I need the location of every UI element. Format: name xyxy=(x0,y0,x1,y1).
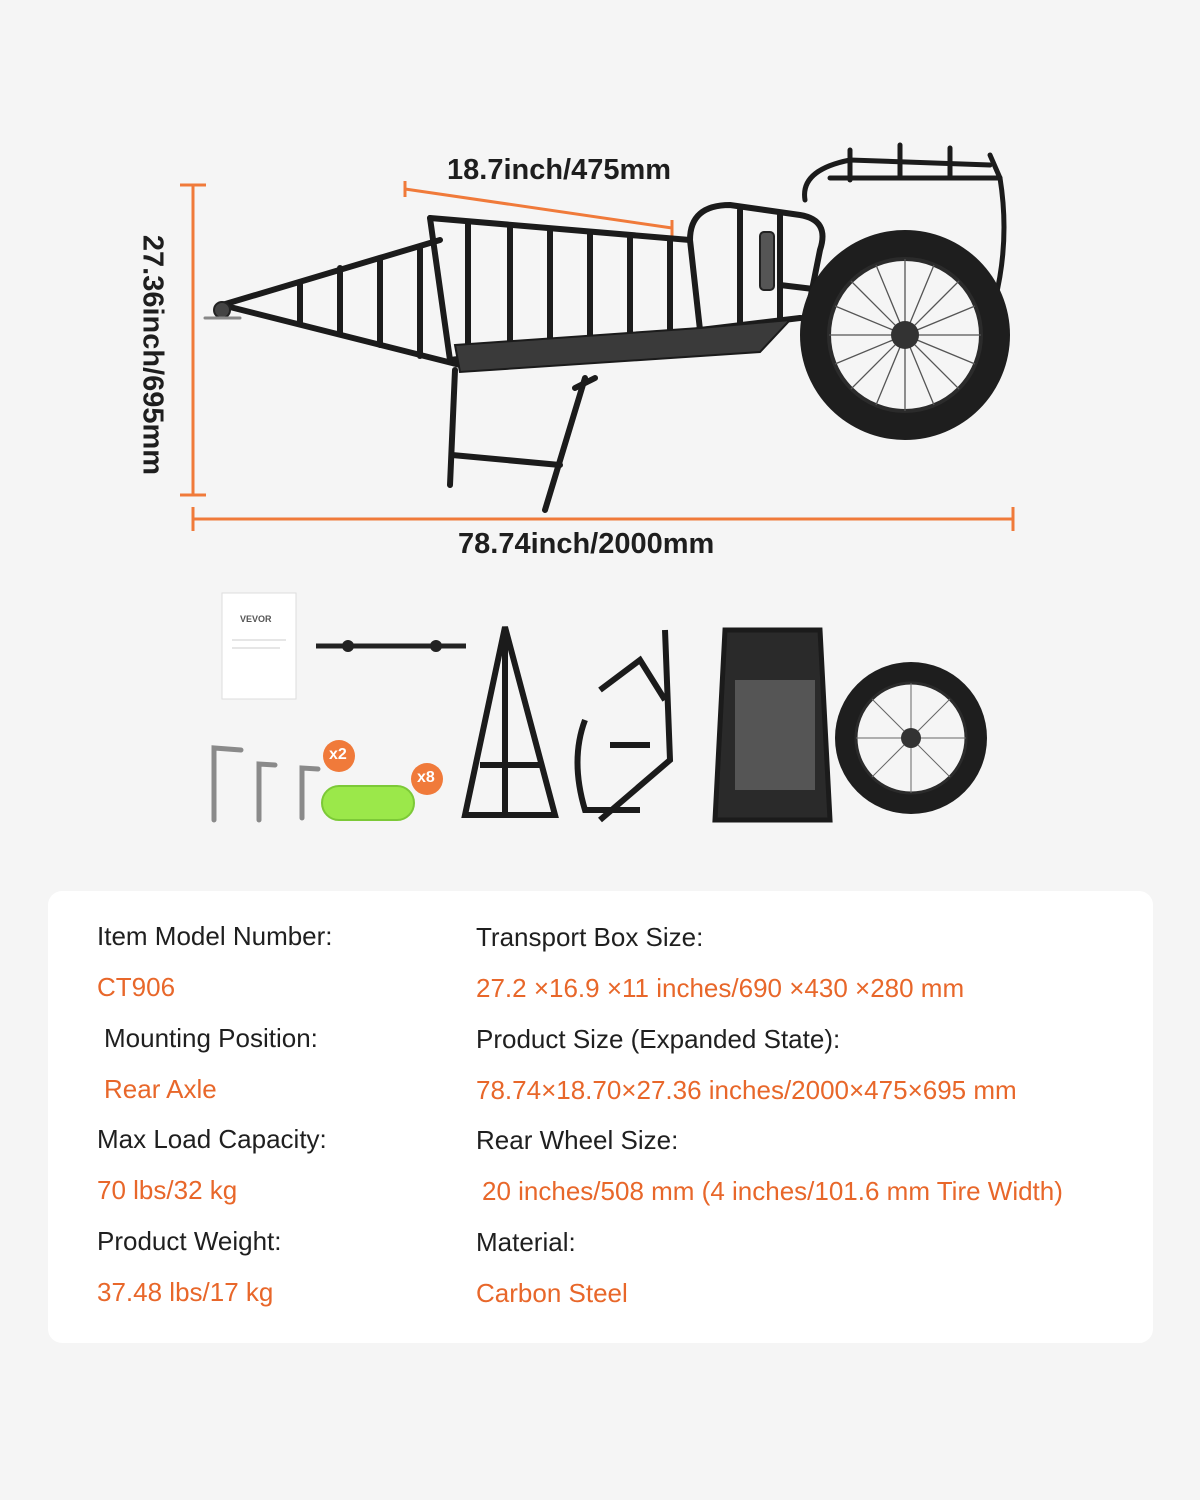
spec-label-material: Material: xyxy=(476,1227,576,1257)
reflector-part xyxy=(322,786,414,820)
spec-label-model: Item Model Number: xyxy=(97,921,333,951)
width-dimension-label: 18.7inch/475mm xyxy=(447,154,672,186)
spec-value-weight: 37.48 lbs/17 kg xyxy=(97,1277,274,1307)
rear-frame-part xyxy=(578,630,671,820)
basket-part xyxy=(715,630,830,820)
spec-label-product-size: Product Size (Expanded State): xyxy=(476,1024,841,1054)
spec-value-wheel-size: 20 inches/508 mm (4 inches/101.6 mm Tire Width) xyxy=(482,1176,1063,1206)
spec-value-mounting: Rear Axle xyxy=(104,1074,217,1104)
spec-label-mounting: Mounting Position: xyxy=(104,1023,318,1053)
spec-label-load: Max Load Capacity: xyxy=(97,1124,327,1154)
height-dimension-label: 27.36inch/695mm xyxy=(136,234,169,476)
specs-card xyxy=(48,891,1153,1343)
wheel-part xyxy=(835,662,987,814)
connector-count-label: x2 xyxy=(329,746,347,763)
spec-label-weight: Product Weight: xyxy=(97,1226,282,1256)
spec-label-wheel-size: Rear Wheel Size: xyxy=(476,1125,679,1155)
cargo-floor xyxy=(455,320,790,372)
spec-value-product-size: 78.74×18.70×27.36 inches/2000×475×695 mm xyxy=(476,1075,1017,1105)
manual-brand-label: VEVOR xyxy=(240,614,272,624)
reflector-count-label: x8 xyxy=(417,769,435,786)
spec-value-box-size: 27.2 ×16.9 ×11 inches/690 ×430 ×280 mm xyxy=(476,973,965,1003)
drawbar-part xyxy=(465,627,555,815)
allen-keys xyxy=(214,748,318,820)
manual-booklet xyxy=(222,593,296,699)
axle-part xyxy=(316,640,466,652)
spec-value-model: CT906 xyxy=(97,972,176,1002)
length-dimension-label: 78.74inch/2000mm xyxy=(458,528,715,560)
spec-value-load: 70 lbs/32 kg xyxy=(97,1175,238,1205)
spec-value-material: Carbon Steel xyxy=(476,1278,628,1308)
height-dimension-line xyxy=(180,185,206,495)
spec-label-box-size: Transport Box Size: xyxy=(476,922,704,952)
suspension-shock xyxy=(760,232,774,290)
rear-wheel xyxy=(800,230,1010,440)
